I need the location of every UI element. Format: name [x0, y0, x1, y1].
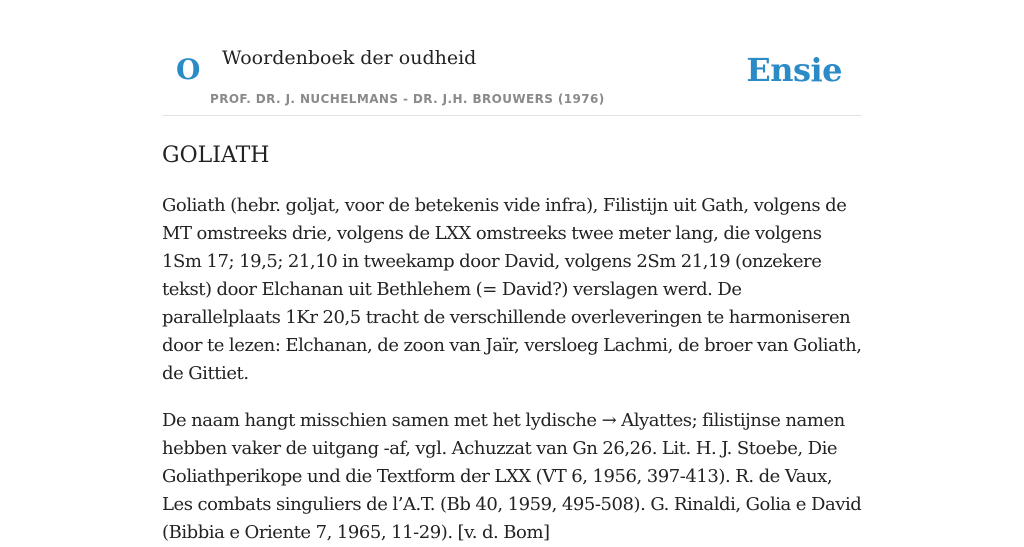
site-header — [162, 0, 862, 116]
page — [162, 0, 862, 547]
entry-paragraph-1: Goliath (hebr. goljat, voor de betekenis vide infra), Filistijn uit Gath, volgens de MT omstreeks drie, volgens de LXX omstreeks twee meter lang, die volgens 1Sm 17; 19,5; 21,10 in tweekamp door David, volgens 2Sm 21,19 (onzekere tekst) door Elchanan uit Bethlehem (= David?) verslagen werd. De parallelplaats 1Kr 20,5 tracht de verschillende overleveringen te harmoniseren door te lezen: Elchanan, de zoon van Jaïr, versloeg Lachmi, de broer van Goliath, de Gittiet. — [162, 195, 862, 384]
index-letter[interactable]: O — [176, 53, 201, 86]
book-authors: PROF. DR. J. NUCHELMANS - DR. J.H. BROUWERS (1976) — [210, 92, 605, 106]
book-title[interactable]: Woordenboek der oudheid — [222, 47, 477, 69]
brand-logo[interactable]: Ensie — [746, 51, 842, 89]
entry-title: GOLIATH — [162, 143, 270, 168]
entry-paragraph-2: De naam hangt misschien samen met het lydische → Alyattes; filistijnse namen hebben vaker de uitgang -af, vgl. Achuzzat van Gn 26,26. Lit. H. J. Stoebe, Die Goliathperikope und die Textform der LXX (VT 6, 1956, 397-413). R. de Vaux, Les combats singuliers de l’A.T. (Bb 40, 1959, 495-508). G. Rinaldi, Golia e David (Bibbia e Oriente 7, 1965, 11-29). [v. d. Bom] — [162, 410, 862, 543]
